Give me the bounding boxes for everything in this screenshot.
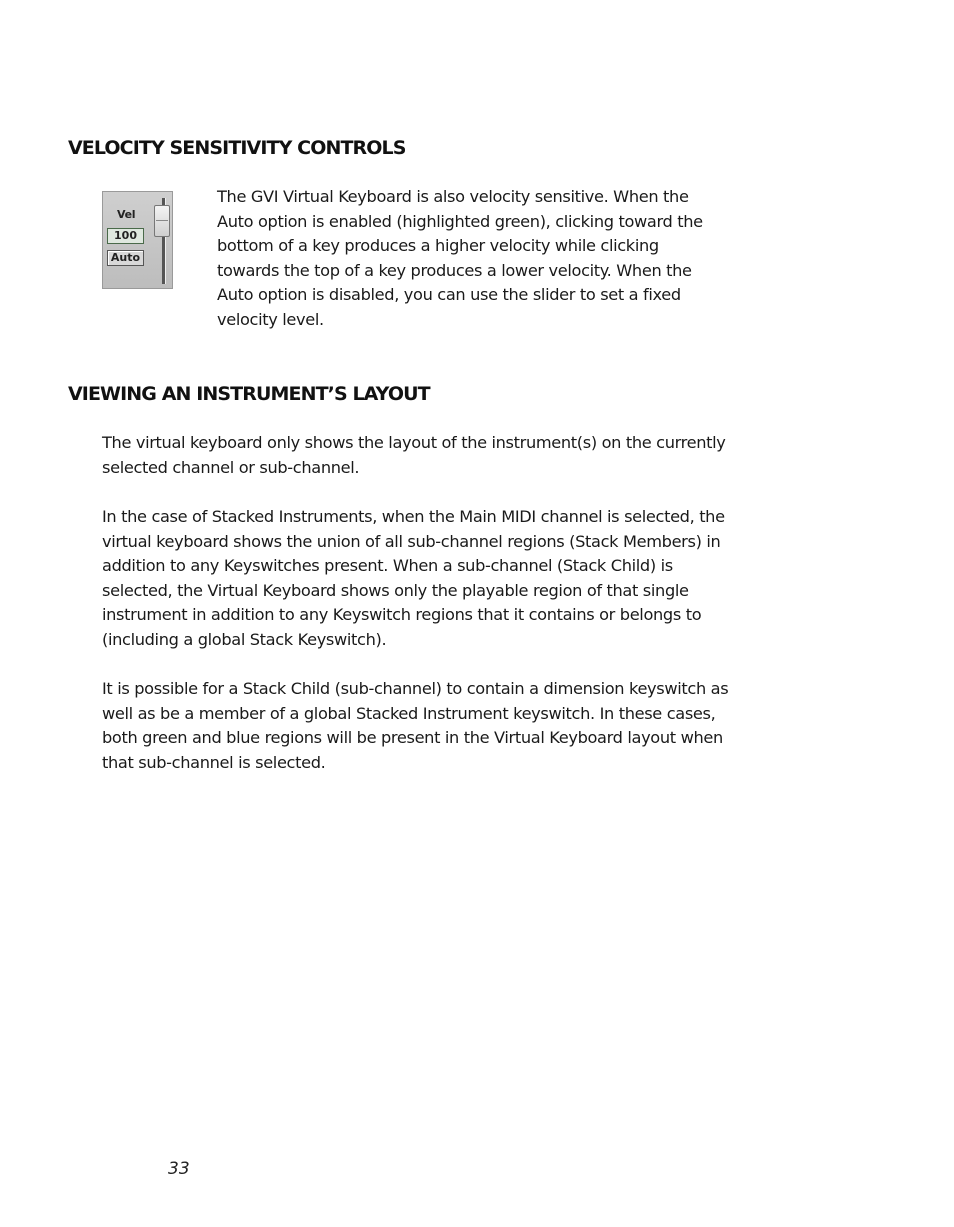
velocity-description: The GVI Virtual Keyboard is also velocity sensitive. When the Auto option is enabled (highlighted green), clicking toward the bottom of a key produces a higher velocity while clicking towards the top of a key produces a lower velocity. When the Auto option is disabled, you can use the slider to set a fixed velocity level. bbox=[217, 187, 703, 329]
section-heading-layout: VIEWING AN INSTRUMENT’S LAYOUT bbox=[68, 383, 430, 405]
auto-button[interactable]: Auto bbox=[107, 250, 144, 266]
layout-paragraph-3: It is possible for a Stack Child (sub-channel) to contain a dimension keyswitch as well as be a member of a global Stacked Instrument keyswitch. In these cases, both green and blue regions will be present in the Virtual Keyboard layout when that sub-channel is selected. bbox=[102, 679, 729, 772]
layout-paragraph-1: The virtual keyboard only shows the layout of the instrument(s) on the currently selected channel or sub-channel. bbox=[102, 433, 726, 477]
layout-paragraph-2: In the case of Stacked Instruments, when the Main MIDI channel is selected, the virtual keyboard shows the union of all sub-channel regions (Stack Members) in addition to any Keyswitches present. When a sub-channel (Stack Child) is selected, the Virtual Keyboard shows only the playable region of that single instrument in addition to any Keyswitch regions that it contains or belongs to (including a global Stack Keyswitch). bbox=[102, 507, 725, 649]
velocity-value-field[interactable]: 100 bbox=[107, 228, 144, 244]
velocity-control-widget bbox=[102, 191, 173, 289]
page-number: 33 bbox=[168, 1159, 190, 1179]
velocity-slider-thumb[interactable] bbox=[154, 205, 170, 237]
velocity-label: Vel bbox=[117, 208, 136, 221]
section-heading-velocity: VELOCITY SENSITIVITY CONTROLS bbox=[68, 137, 406, 159]
